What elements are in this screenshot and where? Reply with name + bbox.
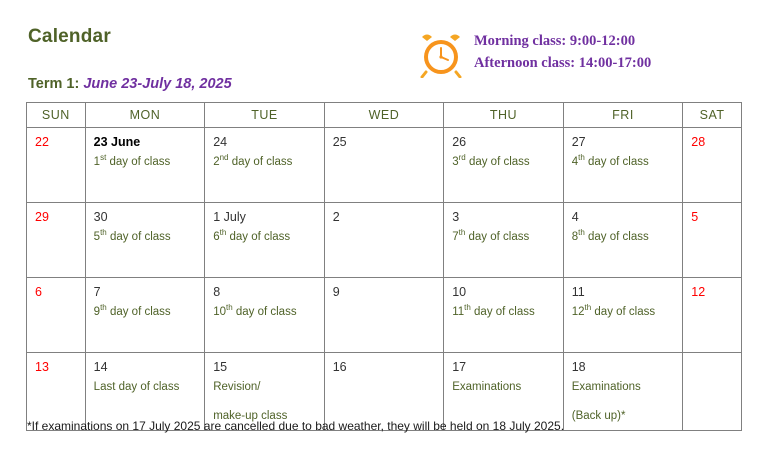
day-note: 1st day of class xyxy=(93,153,171,169)
day-number: 27 xyxy=(571,135,586,149)
calendar-day-cell[interactable] xyxy=(324,278,444,353)
day-note: 4th day of class xyxy=(571,153,649,169)
day-number: 9 xyxy=(332,285,340,299)
day-note: Examinations xyxy=(571,381,641,394)
day-number: 5 xyxy=(691,210,699,224)
day-number: 28 xyxy=(691,135,706,149)
day-note-line2: (Back up)* xyxy=(571,409,626,422)
day-number: 7 xyxy=(93,285,101,299)
calendar-day-cell[interactable] xyxy=(683,278,742,353)
day-note: Examinations xyxy=(452,381,522,394)
day-number: 8 xyxy=(213,285,221,299)
day-note: Last day of class xyxy=(93,381,180,394)
day-number: 4 xyxy=(571,210,579,224)
day-number: 16 xyxy=(332,360,347,374)
calendar-day-cell[interactable] xyxy=(205,128,325,203)
page-title: Calendar xyxy=(28,26,111,47)
calendar-day-cell[interactable] xyxy=(27,203,86,278)
calendar-day-cell[interactable] xyxy=(85,203,205,278)
column-header-tue: TUE xyxy=(205,103,325,128)
day-number: 18 xyxy=(571,360,586,374)
column-header-sat: SAT xyxy=(683,103,742,128)
column-header-wed: WED xyxy=(324,103,444,128)
calendar-day-cell[interactable] xyxy=(563,203,683,278)
calendar-day-cell[interactable] xyxy=(444,278,564,353)
calendar-week-row xyxy=(27,203,742,278)
day-number: 22 xyxy=(35,135,49,149)
day-number: 10 xyxy=(452,285,467,299)
day-number: 6 xyxy=(35,285,42,299)
calendar-day-cell[interactable] xyxy=(27,278,86,353)
calendar-day-cell[interactable] xyxy=(563,278,683,353)
calendar-body xyxy=(27,128,742,431)
day-number: 23 June xyxy=(93,135,141,149)
calendar-day-cell[interactable] xyxy=(683,128,742,203)
day-number: 3 xyxy=(452,210,460,224)
column-header-sun: SUN xyxy=(27,103,86,128)
day-note: 6th day of class xyxy=(213,228,291,244)
calendar-day-cell[interactable] xyxy=(683,203,742,278)
day-note: 9th day of class xyxy=(93,303,171,319)
morning-class-time: Morning class: 9:00-12:00 xyxy=(474,33,636,49)
calendar-day-cell[interactable] xyxy=(27,128,86,203)
day-note: 7th day of class xyxy=(452,228,530,244)
calendar-day-cell[interactable] xyxy=(683,353,742,431)
day-note: 12th day of class xyxy=(571,303,656,319)
day-number: 2 xyxy=(332,210,340,224)
day-note: 8th day of class xyxy=(571,228,649,244)
column-header-thu: THU xyxy=(444,103,564,128)
calendar-week-row xyxy=(27,278,742,353)
class-times-legend xyxy=(418,30,651,78)
day-number: 14 xyxy=(93,360,108,374)
day-number: 29 xyxy=(35,210,49,224)
calendar-week-row xyxy=(27,128,742,203)
day-note: 5th day of class xyxy=(93,228,171,244)
calendar-day-cell[interactable] xyxy=(205,203,325,278)
day-note: Revision/ xyxy=(213,381,261,394)
calendar-table xyxy=(26,102,742,431)
calendar-day-cell[interactable] xyxy=(563,128,683,203)
alarm-clock-icon xyxy=(418,32,464,78)
term-dates: June 23-July 18, 2025 xyxy=(83,76,232,92)
day-number: 24 xyxy=(213,135,228,149)
footnote: *If examinations on 17 July 2025 are cancelled due to bad weather, they will be held on 18 July 2025. xyxy=(27,419,565,433)
calendar-day-cell[interactable] xyxy=(205,278,325,353)
afternoon-class-time: Afternoon class: 14:00-17:00 xyxy=(474,55,652,72)
day-number: 11 xyxy=(571,285,585,299)
calendar-day-cell[interactable] xyxy=(324,203,444,278)
day-number: 17 xyxy=(452,360,467,374)
day-number: 12 xyxy=(691,285,706,299)
calendar-header-row xyxy=(27,103,742,128)
day-note: 10th day of class xyxy=(213,303,297,319)
calendar-day-cell[interactable] xyxy=(444,203,564,278)
calendar-day-cell[interactable] xyxy=(85,128,205,203)
calendar-day-cell[interactable] xyxy=(563,353,683,431)
day-number: 26 xyxy=(452,135,467,149)
term-heading xyxy=(28,76,232,92)
day-note: 3rd day of class xyxy=(452,153,530,169)
day-number: 13 xyxy=(35,360,49,374)
calendar-day-cell[interactable] xyxy=(324,128,444,203)
day-note: 2nd day of class xyxy=(213,153,293,169)
calendar-day-cell[interactable] xyxy=(444,128,564,203)
day-number: 15 xyxy=(213,360,228,374)
legend-text xyxy=(474,30,651,75)
term-label: Term 1: xyxy=(28,76,80,92)
column-header-fri: FRI xyxy=(563,103,683,128)
day-number: 30 xyxy=(93,210,108,224)
day-number: 1 July xyxy=(213,210,246,224)
day-number: 25 xyxy=(332,135,347,149)
calendar-day-cell[interactable] xyxy=(85,278,205,353)
day-note-line2: make-up class xyxy=(213,409,288,422)
column-header-mon: MON xyxy=(85,103,205,128)
day-note: 11th day of class xyxy=(452,303,535,319)
